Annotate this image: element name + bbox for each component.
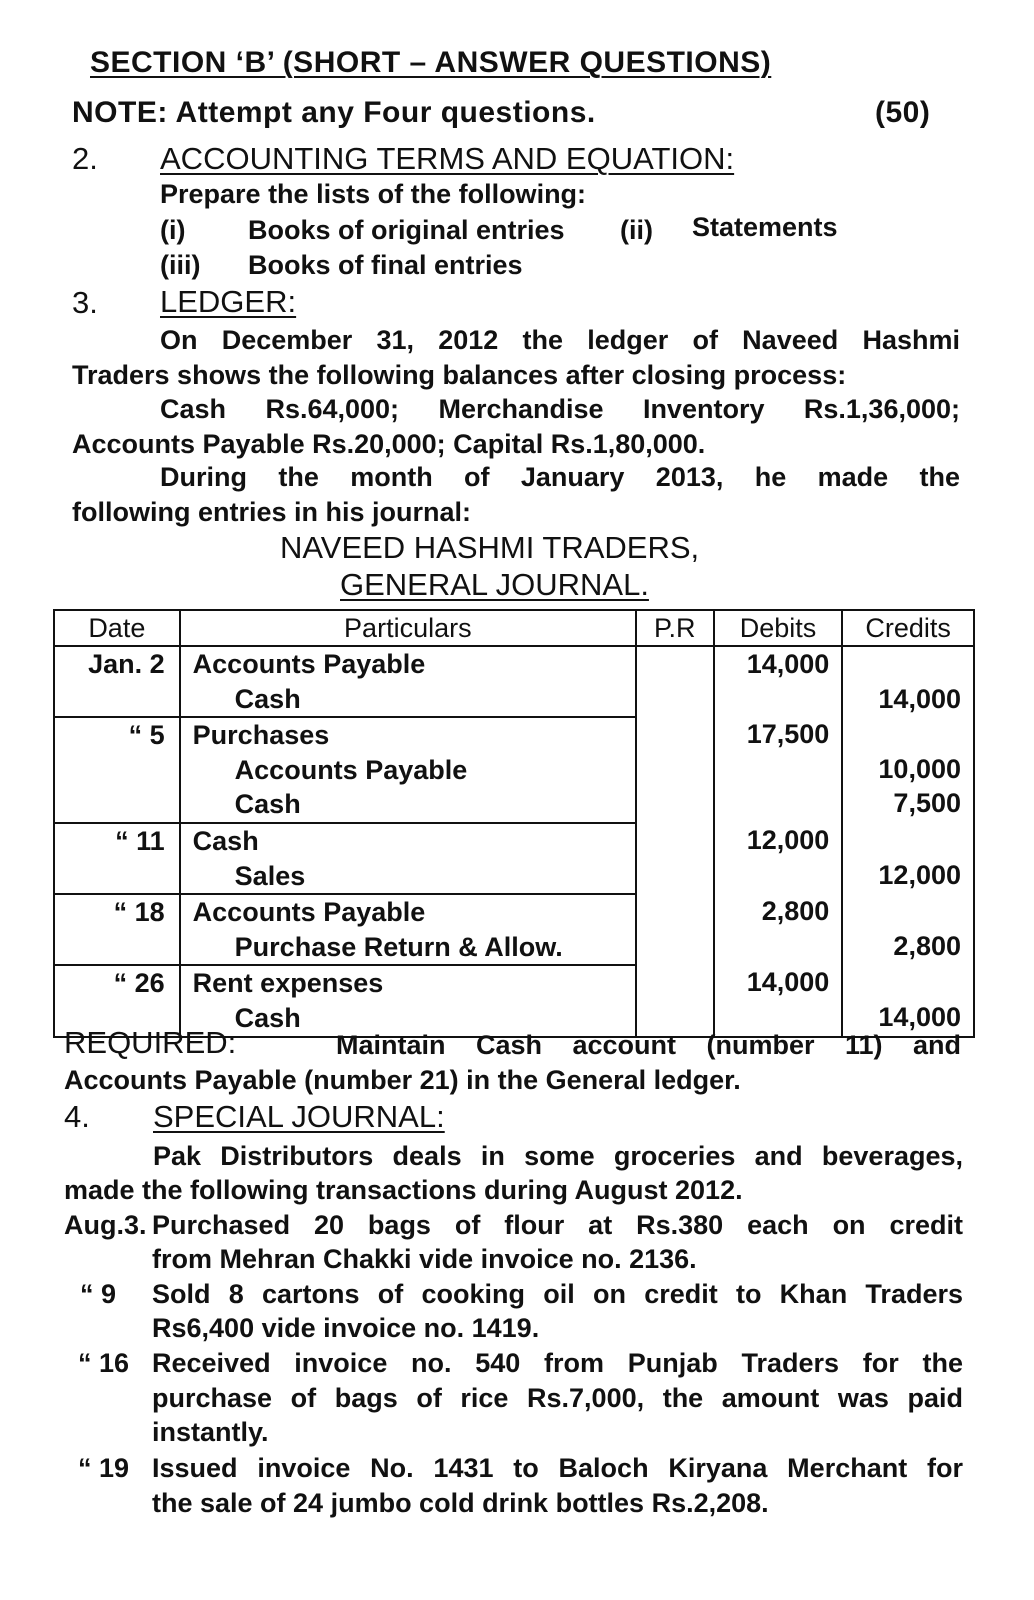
required-line2: Accounts Payable (number 21) in the General ledger. xyxy=(64,1065,741,1095)
transaction-date: Aug.3. xyxy=(64,1210,147,1240)
q4-intro-line1: Pak Distributors deals in some groceries and beverages, xyxy=(153,1141,963,1171)
entry-debit-cell xyxy=(714,894,843,965)
q4-number: 4. xyxy=(64,1099,90,1134)
credit-amount: 7,500 xyxy=(893,788,961,819)
q2-item-text: Statements xyxy=(692,212,838,242)
credit-amount: 12,000 xyxy=(878,859,961,890)
debit-amount: 17,500 xyxy=(746,719,830,750)
entry-debit-cell xyxy=(714,965,843,1036)
journal-entry-row xyxy=(54,646,974,717)
entry-particulars-cell xyxy=(180,894,636,965)
debit-amount: 14,000 xyxy=(746,649,830,679)
journal-title: GENERAL JOURNAL. xyxy=(340,567,649,602)
credit-amount: 14,000 xyxy=(878,1001,961,1032)
entry-date: “ 18 xyxy=(113,897,165,928)
q4-intro-line2: made the following transactions during August 2012. xyxy=(64,1175,743,1205)
entry-debit-cell xyxy=(714,646,843,717)
entry-credit-cell xyxy=(842,965,974,1036)
entry-pr-cell xyxy=(636,894,714,965)
q3-para2-line1: Cash Rs.64,000; Merchandise Inventory Rs.1,36,000; xyxy=(160,394,960,424)
header-debits: Debits xyxy=(714,610,843,646)
transaction-line: Issued invoice No. 1431 to Baloch Kiryana Merchant for xyxy=(152,1453,963,1483)
transaction-line: Sold 8 cartons of cooking oil on credit to Khan Traders xyxy=(152,1279,963,1309)
entry-particulars-cell xyxy=(180,646,636,717)
debit-account-name: Purchases xyxy=(192,720,330,751)
debit-account-name: Accounts Payable xyxy=(192,649,426,679)
entry-particulars-cell xyxy=(180,965,636,1036)
required-line1: Maintain Cash account (number 11) and xyxy=(336,1030,961,1060)
credit-account-name: Cash xyxy=(234,1002,301,1033)
credit-account-name: Accounts Payable xyxy=(234,754,468,785)
credit-amount xyxy=(843,965,973,1000)
debit-amount: 12,000 xyxy=(746,824,830,855)
transaction-line: the sale of 24 jumbo cold drink bottles Rs.2,208. xyxy=(152,1488,769,1518)
debit-amount xyxy=(715,858,842,893)
q2-item-num: (ii) xyxy=(620,215,653,245)
debit-account-name: Accounts Payable xyxy=(192,897,426,928)
q3-title: LEDGER: xyxy=(160,284,297,319)
transaction-line: purchase of bags of rice Rs.7,000, the amount was paid xyxy=(152,1383,963,1413)
entry-date: “ 5 xyxy=(128,720,165,751)
entry-particulars-cell xyxy=(180,823,636,894)
debit-account-name: Cash xyxy=(192,825,259,856)
transaction-date: “ 19 xyxy=(78,1453,130,1483)
header-credits: Credits xyxy=(842,610,974,646)
credit-amount xyxy=(843,717,973,752)
entry-pr-cell xyxy=(636,717,714,823)
entry-debit-cell xyxy=(714,823,843,894)
entry-pr-cell xyxy=(636,965,714,1036)
debit-amount xyxy=(715,752,842,787)
entry-date-cell xyxy=(54,823,180,894)
q3-number: 3. xyxy=(72,285,98,320)
journal-entry-row xyxy=(54,717,974,823)
credit-amount: 14,000 xyxy=(878,683,961,714)
q2-number: 2. xyxy=(72,141,98,176)
section-note: NOTE: Attempt any Four questions. xyxy=(72,96,596,129)
transaction-date: “ 16 xyxy=(78,1348,130,1378)
debit-amount: 2,800 xyxy=(761,896,830,927)
q2-title: ACCOUNTING TERMS AND EQUATION: xyxy=(160,141,735,176)
entry-credit-cell xyxy=(842,823,974,894)
credit-account-name: Sales xyxy=(234,860,306,891)
credit-amount: 2,800 xyxy=(893,930,961,961)
entry-credit-cell xyxy=(842,894,974,965)
section-title: SECTION ‘B’ (SHORT – ANSWER QUESTIONS) xyxy=(90,46,772,79)
credit-amount xyxy=(843,894,973,929)
header-date: Date xyxy=(54,610,180,646)
q3-para1-line1: On December 31, 2012 the ledger of Naveed Hashmi xyxy=(160,325,960,355)
entry-date-cell xyxy=(54,717,180,823)
q3-para1-line2: Traders shows the following balances after closing process: xyxy=(72,360,847,390)
q3-para2-line2: Accounts Payable Rs.20,000; Capital Rs.1,80,000. xyxy=(72,429,706,459)
table-header-row xyxy=(54,610,974,646)
journal-entry-row xyxy=(54,823,974,894)
credit-amount: 10,000 xyxy=(878,753,961,784)
entry-date-cell xyxy=(54,894,180,965)
debit-amount xyxy=(715,786,842,821)
header-particulars: Particulars xyxy=(180,610,636,646)
q3-para3-line1: During the month of January 2013, he made the xyxy=(160,462,960,492)
debit-account-name: Rent expenses xyxy=(192,968,384,999)
company-name: NAVEED HASHMI TRADERS, xyxy=(280,530,700,565)
transaction-line: Purchased 20 bags of flour at Rs.380 each on credit xyxy=(152,1210,963,1240)
q3-para3-line2: following entries in his journal: xyxy=(72,497,472,527)
q2-item-text: Books of original entries xyxy=(248,215,565,245)
q4-title: SPECIAL JOURNAL: xyxy=(153,1099,445,1134)
credit-amount xyxy=(843,647,973,682)
journal-entry-row xyxy=(54,894,974,965)
q2-item-num: (iii) xyxy=(160,250,201,280)
entry-pr-cell xyxy=(636,646,714,717)
credit-amount xyxy=(843,823,973,858)
entry-date: Jan. 2 xyxy=(88,649,165,679)
transaction-date: “ 9 xyxy=(80,1279,117,1309)
required-label: REQUIRED: xyxy=(64,1025,237,1060)
transaction-line: Rs6,400 vide invoice no. 1419. xyxy=(152,1313,540,1343)
transaction-line: instantly. xyxy=(152,1417,269,1447)
credit-account-name: Cash xyxy=(234,683,301,714)
entry-particulars-cell xyxy=(180,717,636,823)
general-journal-table xyxy=(53,609,975,1038)
debit-amount xyxy=(715,929,842,964)
credit-account-name: Purchase Return & Allow. xyxy=(234,931,563,962)
entry-date: “ 26 xyxy=(113,968,165,999)
header-pr: P.R xyxy=(636,610,714,646)
entry-credit-cell xyxy=(842,717,974,823)
entry-date-cell xyxy=(54,646,180,717)
debit-amount xyxy=(715,682,842,717)
entry-date: “ 11 xyxy=(115,825,165,856)
credit-account-name: Cash xyxy=(234,789,301,820)
q2-item-num: (i) xyxy=(160,215,186,245)
entry-credit-cell xyxy=(842,646,974,717)
transaction-line: Received invoice no. 540 from Punjab Traders for the xyxy=(152,1348,963,1378)
entry-debit-cell xyxy=(714,717,843,823)
debit-amount: 14,000 xyxy=(746,967,830,998)
section-marks: (50) xyxy=(875,96,931,129)
q2-intro: Prepare the lists of the following: xyxy=(160,179,587,209)
entry-pr-cell xyxy=(636,823,714,894)
q2-item-text: Books of final entries xyxy=(248,250,523,280)
transaction-line: from Mehran Chakki vide invoice no. 2136. xyxy=(152,1244,697,1274)
